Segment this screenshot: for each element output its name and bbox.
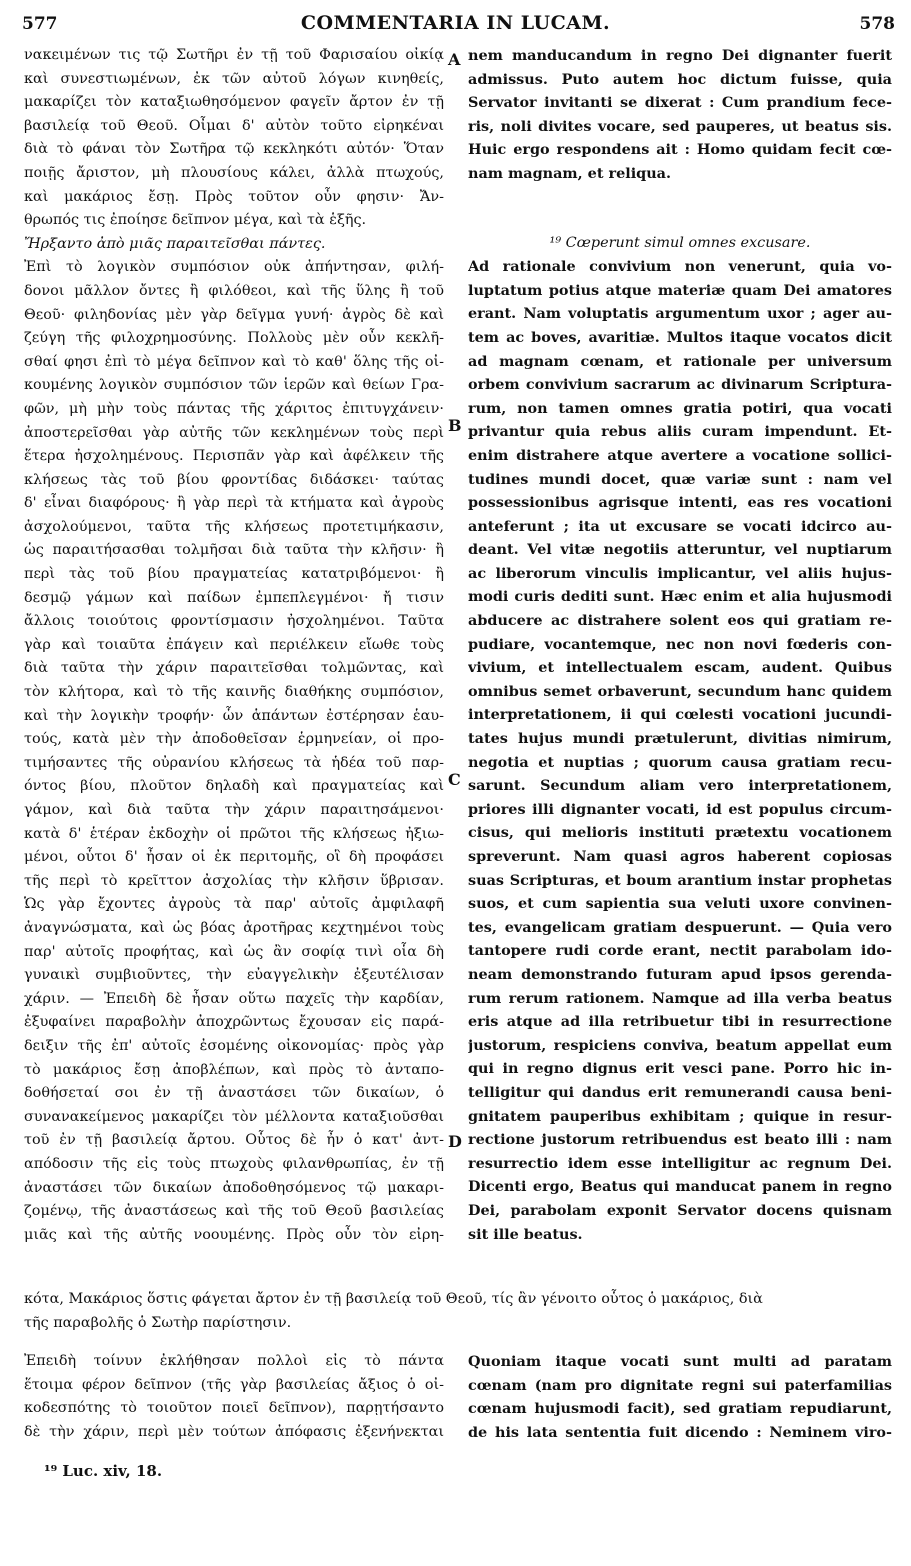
- text-line: tes, evangelicam gratiam despuerunt. — Quia vero: [468, 918, 892, 936]
- margin-marker-c: C: [448, 770, 461, 789]
- text-line: ἀναστάσει τῶν δικαίων ἀποδοθησόμενος τῷ μακαρι-: [24, 1179, 444, 1196]
- text-line: ris, noli divites vocare, sed pauperes, ut beatus sis.: [468, 117, 892, 135]
- text-line: negotia et nuptias ; quorum causa gratiam recu-: [468, 753, 892, 771]
- text-line: sarunt. Secundum aliam vero interpretationem,: [468, 777, 892, 795]
- text-line: interpretationem, ii qui cœlesti vocationi jucundi-: [468, 706, 892, 724]
- text-line: νακειμένων τις τῷ Σωτῆρι ἐν τῇ τοῦ Φαρισαίου οἰκίᾳ: [24, 47, 444, 63]
- text-line: Servator invitanti se dixerat : Cum prandium fece-: [468, 94, 892, 112]
- page-number-left: 577: [22, 14, 58, 34]
- text-line: priores illi dignanter vocati, id est populus circum-: [468, 800, 892, 818]
- text-line: Ἐπειδὴ τοίνυν ἐκλήθησαν πολλοὶ εἰς τὸ πάντα: [24, 1353, 444, 1369]
- text-line: pudiare, vocantemque, nec non novi fœderis con-: [468, 635, 892, 653]
- text-line: παρ' αὐτοῖς προφήτας, καὶ ὡς ἂν σοφίᾳ τινὶ οἷα δὴ: [24, 943, 444, 960]
- text-line: nem manducandum in regno Dei dignanter fuerit: [468, 47, 892, 64]
- text-line: ἕτερα ἠσχολημένους. Περισπᾶν γὰρ καὶ ἀφέλκειν τῆς: [24, 448, 444, 465]
- text-line: περὶ τὰς τοῦ βίου πραγματείας κατατριβόμενοι· ἢ: [24, 566, 444, 583]
- text-line: ἄλλοις τοιούτοις φροντίσμασιν ἠσχολημένοι. Ταῦτα: [24, 613, 444, 630]
- running-title: COMMENTARIA IN LUCAM.: [300, 12, 611, 34]
- text-line: modi curis dediti sunt. Hæc enim et alia hujusmodi: [468, 588, 892, 606]
- text-line: κλήσεως τὰς τοῦ βίου φροντίδας διδάσκει· ταύτας: [24, 471, 444, 488]
- text-line: μακαρίζει τὸν καταξιωθησόμενον φαγεῖν ἄρτον ἐν τῇ: [24, 94, 444, 111]
- text-line: απόδοσιν τῆς εἰς τοὺς πτωχοὺς φιλανθρωπίας, ἐν τῇ: [24, 1155, 444, 1172]
- text-line: de his lata sententia fuit dicendo : Neminem viro-: [468, 1423, 892, 1441]
- text-line: μένοι, οὗτοι δ' ἦσαν οἱ ἐκ περιτομῆς, οἳ δὴ προφάσει: [24, 849, 444, 866]
- text-line: δὲ τὴν χάριν, περὶ μὲν τούτων ἀπόφασις ἐξενήνεκται: [24, 1423, 444, 1440]
- text-line: καὶ συνεστιωμένων, ἐκ τῶν αὐτοῦ λόγων κινηθείς,: [24, 70, 444, 87]
- text-line: τιμήσαντες τῆς οὐρανίου κλήσεως τὰ ἡδέα τοῦ παρ-: [24, 754, 444, 771]
- page-number-right: 578: [859, 14, 895, 34]
- text-line: συνανακείμενος μακαρίζει τὸν μέλλοντα καταξιοῦσθαι: [24, 1108, 444, 1125]
- text-line: ἐξυφαίνει παραβολὴν ἀποχρῶντως ἔχουσαν εἰς παρά-: [24, 1014, 444, 1031]
- text-line: ἕτοιμα φέρον δεῖπνον (τῆς γὰρ βασιλείας ἄξιος ὁ οἰ-: [24, 1376, 444, 1393]
- text-line: Ὡς γὰρ ἔχοντες ἀγροὺς τὰ παρ' αὐτοῖς ἀμφιλαφῆ: [24, 896, 444, 913]
- text-line: possessionibus agrisque intenti, eas res vocationi: [468, 494, 892, 512]
- latin-intro: [468, 44, 892, 186]
- margin-marker-a: A: [448, 50, 461, 69]
- text-line: ad magnam cœnam, et rationale per universum: [468, 352, 892, 370]
- text-line: Ἤρξαντο ἀπὸ μιᾶς παραιτεῖσθαι πάντες.: [24, 235, 326, 252]
- page-header: [0, 0, 911, 40]
- text-line: rectione justorum retribuendus est beato illi : nam: [468, 1131, 892, 1149]
- text-line: gnitatem pauperibus exhibitam ; quique in resur-: [468, 1107, 892, 1125]
- text-line: deant. Vel vitæ negotiis atteruntur, vel nuptiarum: [468, 541, 892, 559]
- text-line: luptatum potius atque materiæ quam Dei amatores: [468, 281, 892, 299]
- text-line: justorum, respiciens conviva, beatum appellat eum: [468, 1036, 892, 1054]
- text-line: cœnam hujusmodi facit), sed gratiam repudiarunt,: [468, 1400, 892, 1418]
- text-line: μιᾶς καὶ τῆς αὐτῆς νοουμένης. Πρὸς οὖν τὸν εἰρη-: [24, 1226, 444, 1243]
- text-line: ποιῇς ἄριστον, μὴ πλουσίους κάλει, ἀλλὰ πτωχούς,: [24, 164, 444, 181]
- text-line: resurrectio idem esse intelligitur ac regnum Dei.: [468, 1154, 892, 1172]
- text-line: διὰ τὸ φάναι τὸν Σωτῆρα τῷ κεκληκότι αὐτόν· Ὅταν: [24, 141, 444, 158]
- text-line: Dicenti ergo, Beatus qui manducat panem in regno: [468, 1178, 892, 1196]
- text-line: vivium, et intellectualem escam, audent. Quibus: [468, 659, 892, 677]
- text-line: βασιλείᾳ τοῦ Θεοῦ. Οἶμαι δ' αὐτὸν τοῦτο εἰρηκέναι: [24, 117, 444, 134]
- text-line: φῶν, μὴ μὴν τοὺς πάντας τῆς χάριτος ἐπιτυγχάνειν·: [24, 400, 444, 417]
- text-line: tudines mundi docet, quæ variæ sunt : nam vel: [468, 470, 892, 488]
- text-line: tem ac boves, avaritiæ. Multos itaque vocatos dicit: [468, 328, 892, 346]
- text-line: γὰρ καὶ τοιαῦτα ἐπάγειν καὶ περιέλκειν εἴωθε τοὺς: [24, 636, 444, 653]
- text-line: ὡς παραιτήσασθαι τολμῆσαι διὰ ταῦτα τὴν κλῆσιν· ἢ: [24, 542, 444, 559]
- text-line: eris atque ad illa retribuetur tibi in resurrectione: [468, 1013, 892, 1031]
- text-line: διὰ ταῦτα τὴν χάριν παραιτεῖσθαι τολμῶντας, καὶ: [24, 660, 444, 677]
- text-line: qui in regno dignus erit vesci pane. Porro hic in-: [468, 1060, 892, 1078]
- text-line: κοδεσπότης τὸ τοιοῦτον ποιεῖ δεῖπνον), παρῃτήσαντο: [24, 1400, 444, 1417]
- text-line: admissus. Puto autem hoc dictum fuisse, quia: [468, 70, 892, 88]
- margin-marker-b: B: [448, 416, 462, 435]
- text-line: σθαί φησι ἐπὶ τὸ μέγα δεῖπνον καὶ τὸ καθ' ὅλης τῆς οἰ-: [24, 353, 444, 370]
- text-line: Ἐπὶ τὸ λογικὸν συμπόσιον οὐκ ἀπήντησαν, φιλή-: [24, 259, 444, 276]
- spacer: [468, 186, 892, 232]
- text-line: omnibus semet orbaverunt, secundum hanc quidem: [468, 682, 892, 700]
- text-line: cœnam (nam pro dignitate regni sui paterfamilias: [468, 1376, 892, 1394]
- text-line: τῆς περὶ τὸ κρεῖττον ἀσχολίας τὴν κλῆσιν ὕβρισαν.: [24, 872, 444, 889]
- greek-column-bottom: [24, 1350, 444, 1444]
- text-line: erant. Nam voluptatis argumentum uxor ; ager au-: [468, 305, 892, 323]
- text-line: suas Scripturas, et boum arantium instar prophetas: [468, 871, 892, 889]
- text-line: ac liberorum vinculis implicantur, vel aliis hujus-: [468, 564, 892, 582]
- text-line: tates hujus mundi prætulerunt, divitias nimirum,: [468, 730, 892, 748]
- text-line: καὶ τὴν λογικὴν τροφήν· ὧν ἁπάντων ἐστέρησαν ἑαυ-: [24, 707, 444, 724]
- text-line: Huic ergo respondens ait : Homo quidam fecit cœ-: [468, 141, 892, 159]
- text-line: δ' εἶναι διαφόρους· ἢ γὰρ περὶ τὰ κτήματα καὶ ἀγροὺς: [24, 495, 444, 512]
- text-line: ἀποστερεῖσθαι γὰρ αὐτῆς τῶν κεκλημένων τοὺς περὶ: [24, 424, 444, 441]
- text-line: suos, et cum sapientia sua veluti uxore convinen-: [468, 895, 892, 913]
- text-line: telligitur qui dandus erit remunerandi causa beni-: [468, 1083, 892, 1101]
- text-line: cisus, qui melioris instituti prætextu vocationem: [468, 824, 892, 842]
- text-line: τὸ μακάριος ἔσῃ ἀποβλέπων, καὶ πρὸς τὸ ἀνταπο-: [24, 1061, 444, 1078]
- text-line: κατὰ δ' ἑτέραν ἐκδοχὴν οἱ πρῶτοι τῆς κλήσεως ἠξιω-: [24, 825, 444, 842]
- full-width-line-1: κότα, Μακάριος ὅστις φάγεται ἄρτον ἐν τῇ βασιλείᾳ τοῦ Θεοῦ, τίς ἂν γένοιτο οὗτος ὁ μακάριος, διὰ: [24, 1291, 763, 1307]
- text-line: orbem convivium sacrarum ac divinarum Scriptura-: [468, 376, 892, 394]
- margin-marker-d: D: [448, 1132, 462, 1151]
- text-line: τὸν κλήτορα, καὶ τὸ τῆς καινῆς διαθήκης συμπόσιον,: [24, 684, 444, 701]
- text-line: τοῦ ἐν τῇ βασιλείᾳ ἄρτου. Οὗτος δὲ ἦν ὁ κατ' ἀντ-: [24, 1132, 444, 1149]
- text-line: privantur quia rebus aliis curam impendunt. Et-: [468, 423, 892, 441]
- text-line: τούς, κατὰ μὲν τὴν ἀποδοθεῖσαν ἑρμηνείαν, οἱ προ-: [24, 731, 444, 748]
- text-line: όντος βίου, πλοῦτον δηλαδὴ καὶ πραγματείας καὶ: [24, 778, 444, 795]
- text-line: ἀναγνώσματα, καὶ ὡς βόας ἀροτῆρας κεχτημένοι τοὺς: [24, 919, 444, 936]
- greek-column-top: [24, 44, 444, 1247]
- latin-column: [468, 44, 892, 1246]
- text-line: θρωπός τις ἐποίησε δεῖπνον μέγα, καὶ τὰ ἑξῆς.: [24, 212, 367, 229]
- full-width-line: [24, 1288, 892, 1335]
- footnote: ¹⁹ Luc. xiv, 18.: [44, 1462, 163, 1480]
- text-line: χάριν. — Ἐπειδὴ δὲ ἦσαν οὕτω παχεῖς τὴν καρδίαν,: [24, 990, 444, 1007]
- text-line: rum, non tamen omnes gratia potiri, qua vocati: [468, 399, 892, 417]
- text-line: ζομένῳ, τῆς ἀναστάσεως καὶ τῆς τοῦ Θεοῦ βασιλείας: [24, 1203, 444, 1220]
- full-width-line-2: τῆς παραβολῆς ὁ Σωτὴρ παρίστησιν.: [24, 1314, 292, 1331]
- text-line: neam demonstrando futuram apud ipsos gerenda-: [468, 965, 892, 983]
- text-line: δοθήσεταί σοι ἐν τῇ ἀναστάσει τῶν δικαίων, ὁ: [24, 1085, 444, 1102]
- text-line: Quoniam itaque vocati sunt multi ad paratam: [468, 1353, 892, 1370]
- text-line: anteferunt ; ita ut excusare se vocati idcirco au-: [468, 517, 892, 535]
- text-line: Dei, parabolam exponit Servator docens quisnam: [468, 1201, 892, 1219]
- text-line: sit ille beatus.: [468, 1225, 583, 1243]
- text-line: ζεύγη τῆς φιλοχρημοσύνης. Πολλοὺς μὲν οὖν κεκλῆ-: [24, 330, 444, 347]
- text-line: enim distrahere atque avertere a vocatione sollici-: [468, 446, 892, 464]
- text-line: spreverunt. Nam quasi agros haberent copiosas: [468, 848, 892, 865]
- text-line: abducere ac distrahere solent eos qui gratiam re-: [468, 612, 892, 630]
- text-line: Θεοῦ· φιληδονίας μὲν γὰρ δεῖγμα γυνή· ἀγρὸς δὲ καὶ: [24, 306, 444, 323]
- text-line: nam magnam, et reliqua.: [468, 164, 672, 182]
- text-line: γυναικὶ συμβιοῦντες, τὴν εὐαγγελικὴν ἐξευτέλισαν: [24, 967, 444, 984]
- text-line: ἀσχολούμενοι, ταῦτα τῆς κλήσεως προτετιμήκασιν,: [24, 518, 444, 535]
- latin-column-bottom: [468, 1350, 892, 1444]
- text-line: δεσμῷ γάμων καὶ παίδων ἐμπεπλεγμένοι· ἤ τισιν: [24, 589, 444, 606]
- text-line: γάμον, καὶ διὰ ταῦτα τὴν χάριν παραιτησάμενοι·: [24, 802, 444, 818]
- text-line: καὶ μακάριος ἔσῃ. Πρὸς τοῦτον οὖν φησιν· Ἄν-: [24, 188, 444, 205]
- latin-main: [468, 255, 892, 1246]
- text-line: δειξιν τῆς ἐπ' αὐτοῖς ἐσομένης οἰκονομίας· πρὸς γὰρ: [24, 1037, 444, 1054]
- text-line: Ad rationale convivium non venerunt, quia vo-: [468, 258, 892, 276]
- text-line: κουμένης λογικὸν συμπόσιον τῶν ἱερῶν καὶ θείων Γρα-: [24, 377, 444, 394]
- text-line: tantopere rudi corde erant, nectit parabolam ido-: [468, 942, 892, 960]
- text-line: rum rerum rationem. Namque ad illa verba beatus: [468, 989, 892, 1007]
- text-line: δονοι μᾶλλον ὄντες ἢ φιλόθεοι, καὶ τῆς ὕλης ἢ τοῦ: [24, 282, 444, 299]
- latin-subhead: ¹⁹ Cœperunt simul omnes excusare.: [549, 234, 811, 251]
